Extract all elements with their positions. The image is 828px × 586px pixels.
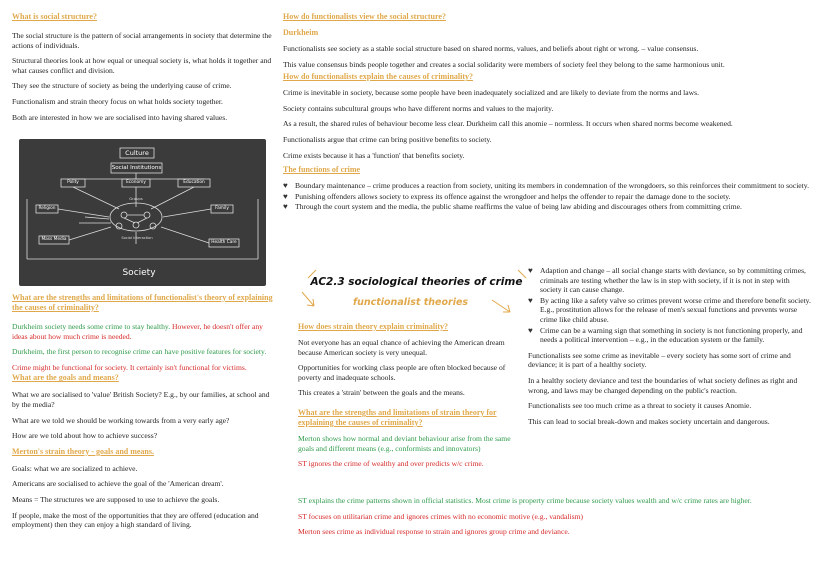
paragraph: Opportunities for working class people are often blocked because of poverty and inadequate schools. xyxy=(298,363,506,382)
paragraph: Means = The structures we are supposed to use to achieve the goals. xyxy=(12,494,220,504)
heading-functions-of-crime: The functions of crime xyxy=(283,165,361,175)
social-structure-diagram xyxy=(19,139,266,286)
diagram-label-mass-media: Mass Media xyxy=(41,237,67,242)
list-item: ♥ By acting like a safety valve so crimes prevent worse crime and therefore benefit society. E.g., prostitution allows for the release of men's sexual functions and prevents worse crime like child abuse. xyxy=(528,295,811,324)
paragraph: Crime is inevitable in society, because some people have been inadequately socialized and are likely to deviate from the norms and laws. xyxy=(283,88,699,98)
paragraph: Functionalism and strain theory focus on what holds society together. xyxy=(12,96,223,106)
paragraph: Goals: what we are socialized to achieve. xyxy=(12,463,138,473)
paragraph: If people, make the most of the opportunities that they are offered (education and employment) then they can enjoy a high standard of living. xyxy=(12,510,259,530)
heart-bullet-icon: ♥ xyxy=(528,325,533,335)
heading-functionalist-strengths: What are the strengths and limitations of functionalist's theory of explaining the causes of criminality? xyxy=(12,293,273,312)
paragraph: Americans are socialised to achieve the goal of the 'American dream'. xyxy=(12,479,224,489)
title-arrows xyxy=(296,268,536,318)
paragraph: As a result, the shared rules of behaviour become less clear. Durkheim call this anomie – normless. It occurs when shared norms become weakened. xyxy=(283,119,733,129)
strength-limitation-1 xyxy=(12,322,277,341)
paragraph: Functionalists see society as a stable social structure based on shared norms, values, and beliefs about right or wrong. – value consensus. xyxy=(283,44,699,53)
list-item: ♥ Boundary maintenance – crime produces a reaction from society, uniting its members in condemnation of the wrongdoers, so this reinforces their commitment to society. xyxy=(283,181,809,191)
heading-functionalists-causes: How do functionalists explain the causes of criminality? xyxy=(283,72,474,82)
diagram-label-health-care: Health Care xyxy=(211,240,237,245)
heart-bullet-icon: ♥ xyxy=(528,266,533,275)
paragraph: Functionalists see some crime as inevitable – every society has some sort of crime and deviance; it is part of a healthy society. xyxy=(528,350,791,370)
heading-goals-means: What are the goals and means? xyxy=(12,373,119,383)
paragraph: How are we told about how to achieve success? xyxy=(12,431,158,441)
strength-text: Durkheim society needs some crime to stay healthy. xyxy=(12,322,171,331)
heading-strain-theory: How does strain theory explain criminality? xyxy=(298,322,448,331)
diagram-label-religion: Religion xyxy=(38,206,56,211)
limitation-text: Crime might be functional for society. It certainly isn't functional for victims. xyxy=(12,362,247,372)
heart-bullet-icon: ♥ xyxy=(528,295,533,305)
diagram-label-polity: Polity xyxy=(67,180,79,185)
paragraph: They see the structure of society as being the underlying cause of crime. xyxy=(12,81,232,91)
limitation-text: Merton sees crime as individual response to strain and ignores group crime and deviance. xyxy=(298,527,570,537)
paragraph: This can lead to social break-down and makes society uncertain and dangerous. xyxy=(528,416,770,426)
strength-text: ST explains the crime patterns shown in official statistics. Most crime is property crime because society values wealth and w/c crime rates are higher. xyxy=(298,496,752,505)
diagram-label-culture: Culture xyxy=(125,149,149,157)
heading-strain-strengths: What are the strengths and limitations of strain theory for explaining the causes of criminality? xyxy=(298,407,497,427)
diagram-label-social-interaction: Social Interaction xyxy=(121,236,153,240)
diagram-label-social-institutions: Social Institutions xyxy=(111,165,162,171)
heart-bullet-icon: ♥ xyxy=(283,191,288,201)
subheading-durkheim: Durkheim xyxy=(283,28,319,37)
diagram-label-family: Family xyxy=(215,206,229,211)
functions-list xyxy=(283,181,818,212)
heading-merton-strain: Merton's strain theory - goals and means. xyxy=(12,446,154,456)
functions-list-continued xyxy=(528,266,812,345)
heart-bullet-icon: ♥ xyxy=(283,181,288,191)
page-title: AC2.3 sociological theories of crime xyxy=(310,276,523,288)
paragraph: Both are interested in how we are socialised into having shared values. xyxy=(12,112,228,122)
list-item: ♥ Adaption and change – all social change starts with deviance, so by committing crimes, criminals are testing whether the law is in step with society, if it is not in step with society it can cause change. xyxy=(528,266,806,295)
strain-theory-block xyxy=(298,322,523,469)
heart-bullet-icon: ♥ xyxy=(283,202,288,212)
paragraph: What we are socialised to 'value' British Society? E.g., by our families, at school and by the media? xyxy=(12,390,270,409)
diagram-label-economy: Economy xyxy=(126,180,146,185)
paragraph: Crime exists because it has a 'function' that benefits society. xyxy=(283,150,465,160)
paragraph: This value consensus binds people together and creates a social solidarity were members of society feel they belong to the same harmonious unit. xyxy=(283,59,725,69)
left-column xyxy=(12,12,277,122)
list-item: ♥ Punishing offenders allows society to express its offence against the wrongdoer and helps the offender to repair the damage done to the society. xyxy=(283,191,731,201)
limitation-text: ST focuses on utilitarian crime and ignores crimes with no economic motive (e.g., vandalism) xyxy=(298,511,583,521)
paragraph: Functionalists argue that crime can bring positive benefits to society. xyxy=(283,134,492,144)
list-item: ♥ Through the court system and the media, the public shame reaffirms the value of being law abiding and discourages others from committing crime. xyxy=(283,202,742,212)
middle-top-block xyxy=(283,12,818,212)
strength-text: Durkheim, the first person to recognise crime can have positive features for society. xyxy=(12,347,267,357)
paragraph: Society contains subcultural groups who have different norms and values to the majority. xyxy=(283,103,554,113)
limitation-text: However, he doesn't offer any ideas about how much crime is needed. xyxy=(12,322,263,341)
paragraph: Structural theories look at how equal or unequal society is, what holds it together and what causes conflict and division. xyxy=(12,56,272,75)
left-column-lower xyxy=(12,293,277,530)
paragraph: Not everyone has an equal chance of achieving the American dream because American society is very unequal. xyxy=(298,338,505,357)
strength-text: Merton shows how normal and deviant behaviour arise from the same goals and different means (e.g., conformists and innovators) xyxy=(298,433,511,453)
heading-functionalists-view: How do functionalists view the social structure? xyxy=(283,12,446,21)
diagram-label-groups: Groups xyxy=(129,196,143,201)
diagram-label-society: Society xyxy=(122,268,156,278)
strain-evaluation-block xyxy=(298,496,818,537)
list-item: ♥ Crime can be a warning sign that something in society is not functioning properly, and needs a political intervention – e.g., in the education system or the family. xyxy=(528,325,803,345)
right-column xyxy=(528,266,812,426)
heading-social-structure: What is social structure? xyxy=(12,12,97,21)
paragraph: What are we told we should be working towards from a very early age? xyxy=(12,415,230,425)
page-subtitle: functionalist theories xyxy=(352,297,469,308)
diagram-label-education: Education xyxy=(183,180,205,185)
limitation-text: ST ignores the crime of wealthy and over predicts w/c crime. xyxy=(298,459,484,469)
paragraph: Functionalists see too much crime as a threat to society it causes Anomie. xyxy=(528,401,752,411)
paragraph: The social structure is the pattern of social arrangements in society that determine the actions of individuals. xyxy=(12,31,272,50)
paragraph: This creates a 'strain' between the goals and the means. xyxy=(298,388,465,398)
paragraph: In a healthy society deviance and test the boundaries of what society defines as right and wrong, and laws may be changed depending on the public's reaction. xyxy=(528,375,798,395)
